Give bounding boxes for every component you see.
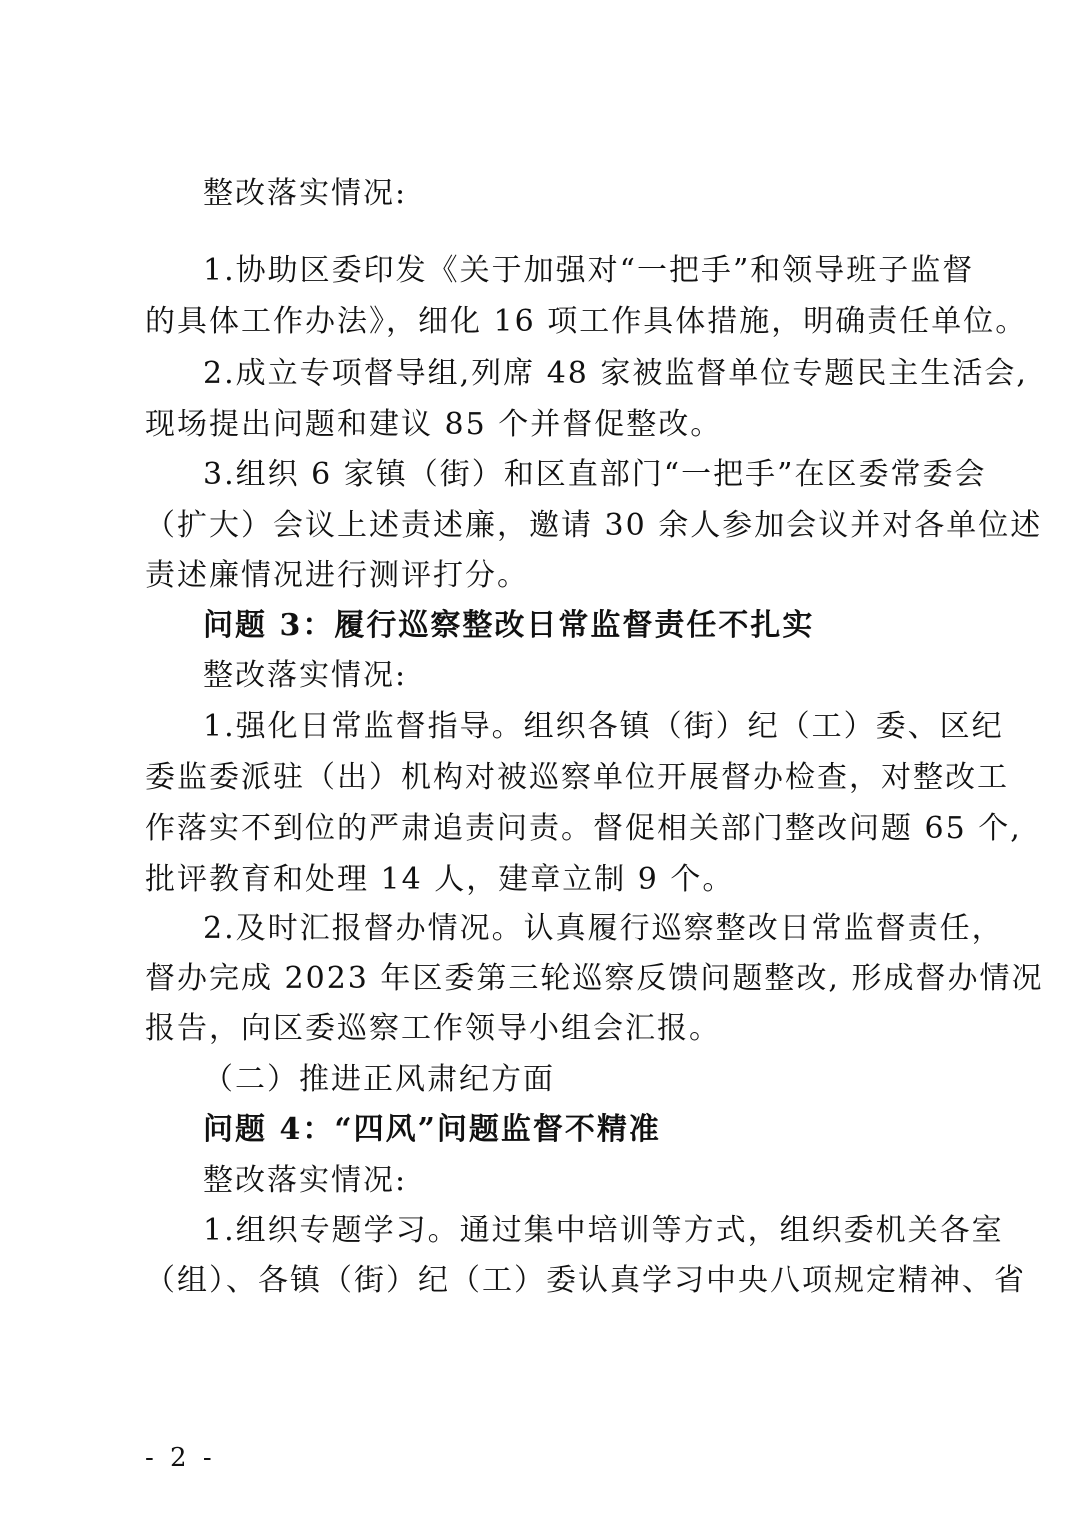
page-number: - 2 - <box>145 1443 216 1473</box>
paragraph-line: （组）、各镇（街）纪（工）委认真学习中央八项规定精神、省 <box>145 1263 1026 1298</box>
paragraph-line: 1.协助区委印发《关于加强对“一把手”和领导班子监督 <box>203 253 975 288</box>
paragraph-line: 现场提出问题和建议 85 个并督促整改。 <box>145 407 723 442</box>
paragraph-line: （扩大）会议上述责述廉，邀请 30 余人参加会议并对各单位述 <box>145 508 1043 543</box>
section-label-rectification: 整改落实情况: <box>203 658 408 693</box>
paragraph-line: 2.成立专项督导组,列席 48 家被监督单位专题民主生活会, <box>203 356 1028 391</box>
paragraph-line: 报告，向区委巡察工作领导小组会汇报。 <box>145 1011 721 1046</box>
problem-heading: 问题 4：“四风”问题监督不精准 <box>203 1112 661 1147</box>
paragraph-line: 批评教育和处理 14 人，建章立制 9 个。 <box>145 862 735 897</box>
paragraph-line: 2.及时汇报督办情况。认真履行巡察整改日常监督责任， <box>203 911 1004 946</box>
subsection-heading: （二）推进正风肃纪方面 <box>203 1062 555 1097</box>
paragraph-line: 作落实不到位的严肃追责问责。督促相关部门整改问题 65 个, <box>145 811 1022 846</box>
section-label-rectification: 整改落实情况: <box>203 176 408 211</box>
paragraph-line: 3.组织 6 家镇（街）和区直部门“一把手”在区委常委会 <box>203 457 987 492</box>
problem-heading: 问题 3：履行巡察整改日常监督责任不扎实 <box>203 608 815 643</box>
paragraph-line: 委监委派驻（出）机构对被巡察单位开展督办检查，对整改工 <box>145 760 1009 795</box>
paragraph-line: 督办完成 2023 年区委第三轮巡察反馈问题整改, 形成督办情况 <box>145 961 1044 996</box>
paragraph-line: 1.组织专题学习。通过集中培训等方式，组织委机关各室 <box>203 1213 1004 1248</box>
paragraph-line: 1.强化日常监督指导。组织各镇（街）纪（工）委、区纪 <box>203 709 1004 744</box>
section-label-rectification: 整改落实情况: <box>203 1163 408 1198</box>
paragraph-line: 责述廉情况进行测评打分。 <box>145 558 529 593</box>
paragraph-line: 的具体工作办法》，细化 16 项工作具体措施，明确责任单位。 <box>145 304 1028 339</box>
